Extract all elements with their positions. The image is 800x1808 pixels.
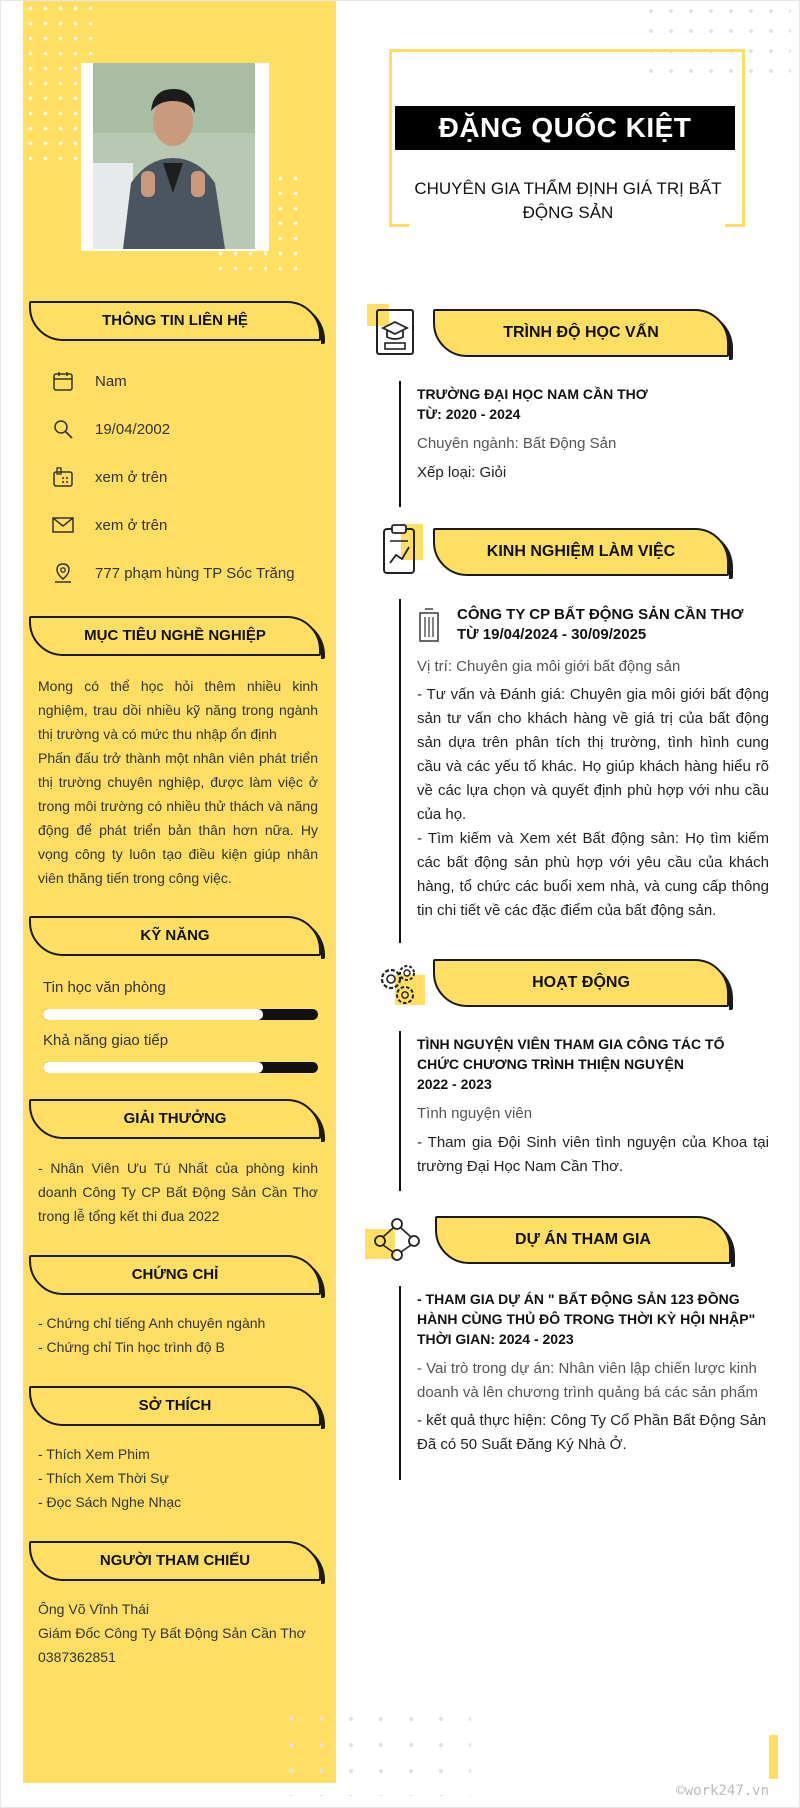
section-title: GIẢI THƯỞNG [123,1110,227,1127]
section-title: SỞ THÍCH [138,1397,212,1414]
sidebar [23,1,336,1783]
school-name: TRƯỜNG ĐẠI HỌC NAM CẦN THƠ [417,386,648,402]
section-title: HOẠT ĐỘNG [532,974,630,991]
contact-gender [51,366,321,396]
reference-phone: 0387362851 [38,1649,116,1665]
section-header-skills [29,916,324,958]
dot-pattern [276,1706,471,1796]
hobby-item: - Thích Xem Thời Sự [38,1470,169,1486]
activity-block [417,1034,769,1179]
project-block [417,1289,769,1457]
hobbies-list [38,1442,318,1514]
timeline-line [399,1031,401,1191]
section-header-awards [29,1099,324,1141]
project-result: - kết quả thực hiện: Công Ty Cổ Phần Bất Động Sản Đã có 50 Suất Đăng Ký Nhà Ở. [417,1412,767,1453]
contact-phone [51,462,321,492]
section-title: THÔNG TIN LIÊN HỆ [102,312,248,329]
watermark: ©work247.vn [676,1783,769,1799]
experience-position: Vị trí: Chuyên gia môi giới bất động sản [417,658,681,675]
skill-bar [43,1062,318,1073]
timeline-line [399,1286,401,1480]
gender-text: Nam [95,372,127,390]
section-title: TRÌNH ĐỘ HỌC VẤN [503,324,659,341]
section-header-references [29,1541,324,1583]
project-period: THỜI GIAN: 2024 - 2023 [417,1331,574,1347]
certificates-list [38,1311,318,1359]
search-icon [51,417,75,441]
section-title: KỸ NĂNG [140,927,210,944]
section-header-certificates [29,1255,324,1297]
objective-text-1: Mong có thể học hỏi thêm nhiều kinh nghiệm, trau dồi nhiều kỹ năng trong ngành thị trường và có mức thu nhập ổn định [38,678,318,742]
experience-period: TỪ 19/04/2024 - 30/09/2025 [457,626,647,643]
activity-desc: - Tham gia Đội Sinh viên tình nguyện của Khoa tại trường Đại Học Nam Cần Thơ. [417,1134,769,1175]
corner-accent [769,1735,778,1779]
certificate-item: - Chứng chỉ Tin học trình độ B [38,1339,225,1355]
hobby-item: - Đọc Sách Nghe Nhạc [38,1494,182,1510]
hobby-item: - Thích Xem Phim [38,1446,150,1462]
mail-icon [51,513,75,537]
contact-address [51,558,321,588]
job-title: CHUYÊN GIA THẨM ĐỊNH GIÁ TRỊ BẤT ĐỘNG SẢN [414,179,722,222]
clipboard-chart-icon [379,521,435,577]
company-name: CÔNG TY CP BẤT ĐỘNG SẢN CẦN THƠ [457,606,744,623]
experience-header [417,605,769,645]
education-period: TỪ: 2020 - 2024 [417,406,521,422]
section-title: MỤC TIÊU NGHỀ NGHIỆP [84,627,266,644]
experience-desc-1: - Tư vấn và Đánh giá: Chuyên gia môi giới bất động sản tư vấn cho khách hàng về giá trị của bất động sản dựa trên phân tích thị trường, tình hình cung cầu và các yếu tố khác. Họ giúp khách hàng hiểu rõ về các lựa chọn và quyết định phù hợp với nhu cầu của họ. [417,686,769,823]
experience-desc-2: - Tìm kiếm và Xem xét Bất động sản: Họ tìm kiếm các bất động sản phù hợp với yêu cầu của khách hàng, tổ chức các buổi xem nhà, và cung cấp thông tin chi tiết về các đặc điểm của bất động sản. [417,830,769,919]
birthday-text: 19/04/2002 [95,420,171,438]
section-header-projects [435,1216,735,1264]
activity-name: TÌNH NGUYỆN VIÊN THAM GIA CÔNG TÁC TỔ CHỨC CHƯƠNG TRÌNH THIỆN NGUYỆN [417,1036,725,1072]
section-title: CHỨNG CHỈ [131,1266,219,1283]
education-icon [367,304,423,360]
reference-name: Ông Võ Vĩnh Thái [38,1601,150,1617]
building-icon [417,607,441,648]
contact-birthday [51,414,321,444]
contact-email [51,510,321,540]
references-block [38,1597,318,1669]
phone-text: xem ở trên [95,468,168,486]
awards-text: - Nhân Viên Ưu Tú Nhất của phòng kinh doanh Công Ty CP Bất Động Sản Cần Thơ trong lễ tổng kết thi đua 2022 [38,1160,318,1224]
skill-label: Khả năng giao tiếp [43,1032,169,1049]
experience-block [417,605,769,923]
avatar [93,63,255,249]
education-grade: Xếp loại: Giỏi [417,464,507,481]
section-title: KINH NGHIỆM LÀM VIỆC [486,543,676,560]
education-major: Chuyên ngành: Bất Động Sản [417,435,617,452]
section-header-education [433,309,733,357]
section-header-objective [29,616,324,658]
project-name: - THAM GIA DỰ ÁN " BẤT ĐỘNG SẢN 123 ĐỒNG HÀNH CÙNG THỦ ĐÔ TRONG THỜI KỲ HỘI NHẬP" [417,1291,756,1327]
full-name: ĐẶNG QUỐC KIỆT [395,106,735,150]
section-title: DỰ ÁN THAM GIA [515,1231,651,1248]
education-block [417,384,769,485]
skill-bar [43,1009,318,1020]
section-header-experience [433,528,733,576]
section-title: NGƯỜI THAM CHIẾU [99,1552,251,1569]
section-header-contact [29,301,324,343]
activity-role: Tình nguyện viên [417,1105,533,1122]
email-text: xem ở trên [95,516,168,534]
skill-label: Tin học văn phòng [43,979,166,996]
timeline-line [399,381,401,507]
phone-icon [51,465,75,489]
certificate-item: - Chứng chỉ tiếng Anh chuyên ngành [38,1315,266,1331]
gears-icon [373,959,429,1015]
activity-period: 2022 - 2023 [417,1076,492,1092]
network-people-icon [365,1215,421,1271]
objective-text-2: Phấn đấu trở thành một nhân viên phát triển thị trường chuyên nghiệp, được làm việc ở trong môi trường có nhiều thử thách và năng động để phát triển bản thân hơn nữa. Hy vọng công ty luôn tạo điều kiện giúp nhân viên thăng tiến trong công việc. [38,750,318,886]
skill-bar-fill [43,1062,263,1073]
skill-bar-fill [43,1009,263,1020]
reference-position: Giám Đốc Công Ty Bất Động Sản Cần Thơ [38,1625,306,1641]
address-text: 777 phạm hùng TP Sóc Trăng [95,564,295,582]
location-pin-icon [51,561,75,585]
section-header-hobbies [29,1386,324,1428]
timeline-line [399,599,401,943]
section-header-activities [433,959,733,1007]
calendar-icon [51,369,75,393]
project-role: - Vai trò trong dự án: Nhân viên lập chiến lược kinh doanh và lên chương trình quảng bá các sản phẩm [417,1360,758,1401]
